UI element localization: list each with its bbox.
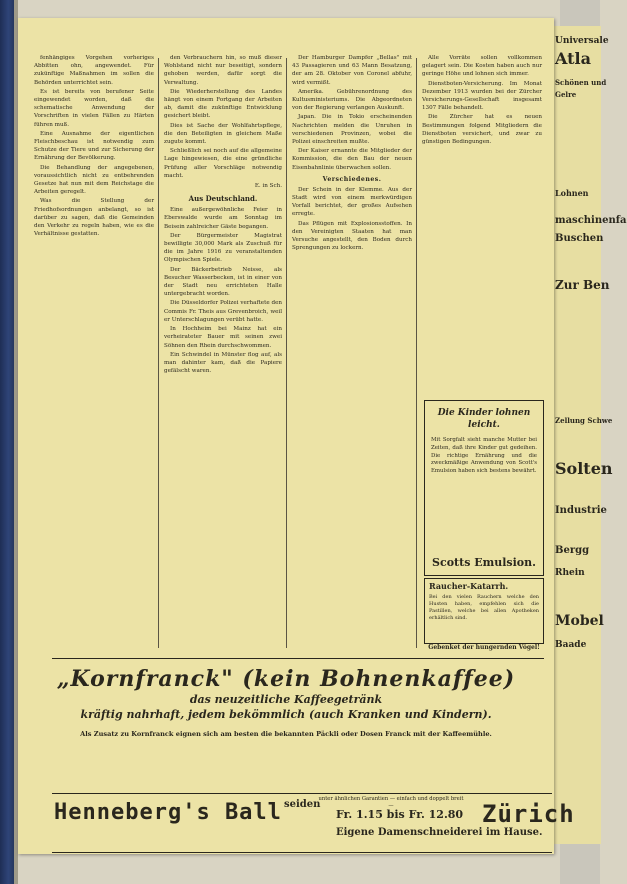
adjacent-fragment: Zellung Schwe <box>555 416 613 425</box>
ad-note: Als Zusatz zu Kornfranck eignen sich am besten die bekannten Päckli oder Dosen Franck mit der Kaffeemühle. <box>80 730 492 738</box>
adjacent-fragment: Atla <box>555 49 591 68</box>
section-heading: Aus Deutschland. <box>188 194 258 204</box>
paragraph: Es ist bereits von berufener Seite eingewendet worden, daß die schematische Anwendung der Vorschriften in vielen Fällen zu Härten führen muß. <box>34 88 154 128</box>
ad-brand: „Kornfranck" (kein Bohnenkaffee) <box>56 666 516 692</box>
column-1 <box>34 54 154 239</box>
adjacent-fragment: Universale <box>555 36 609 46</box>
paragraph: Der Bürgermeister Magistrat bewilligte 30,000 Mark als Zuschuß für die im Jahre 1916 zu veranstaltenden Olympischen Spiele. <box>164 232 282 264</box>
paragraph: Der Hamburger Dampfer „Bellas" mit 43 Passagieren und 63 Mann Besatzung, der am 28. Oktober von Coronel abfuhr, wird vermißt. <box>292 55 412 86</box>
adjacent-fragment: Solten <box>555 459 613 478</box>
column-4 <box>422 54 542 147</box>
ad-body: Bei den vielen Rauchern welche den Husten haben, empfehlen sich die Pastillen, welche bei allen Apotheken erhältlich sind. <box>429 594 539 621</box>
adjacent-fragment: Rhein <box>555 568 585 578</box>
adjacent-fragment: Bergg <box>555 545 590 556</box>
adjacent-fragment: Buschen <box>555 233 604 244</box>
ad-brand: Scotts Emulsion. <box>432 556 536 569</box>
paragraph: Was die Stellung der Friedhofsordnungen anbelangt, so ist darüber zu sagen, daß die Gemeinden den Verkehr zu regeln haben, wie es die Verhältnisse gestatten. <box>34 198 154 238</box>
paragraph: Schließlich sei noch auf die allgemeine Lage hingewiesen, die eine gründliche Prüfung aller Vorschläge notwendig macht. <box>164 148 282 179</box>
paragraph: Der Bäckerbetrieb Neisse, als Besucher Wasserbecken, ist in einer von der Stadt neu errichteten Halle untergebracht worden. <box>164 266 282 298</box>
scotts-emulsion-ad <box>424 400 544 576</box>
paragraph: Der Kaiser ernannte die Mitglieder der Kommission, die den Bau der neuen Eisenbahnlinie überwachen sollen. <box>292 148 412 171</box>
paragraph: In Hochheim bei Mainz hat ein verheirateter Bauer mit seinen zwei Söhnen den Rhein durchschwommen. <box>164 326 282 349</box>
kornfranck-ad <box>52 666 520 739</box>
adjacent-page <box>548 26 627 844</box>
paragraph: Japan. Die in Tokio erscheinenden Nachrichten melden die Unruhen in verschiedenen Provinzen, wobei die Polizei einschreiten mußte. <box>292 114 412 146</box>
ad-brand: Henneberg's Ball <box>54 800 282 825</box>
paragraph: Die Zürcher hat es neuen Bestimmungen folgend Mitgliedern die Dienstboten versichert, und zwar zu günstigen Bedingungen. <box>422 114 542 146</box>
paragraph: Alle Vorräte sollen vollkommen gelagert sein. Die Kosten haben auch nur geringe Höhe und lohnen sich immer. <box>422 55 542 78</box>
adjacent-fragment: Zur Ben <box>555 278 610 292</box>
adjacent-fragment: Gelre <box>555 90 577 99</box>
paragraph: Die Wiederherstellung des Landes hängt von einem Fortgang der Arbeiten ab, damit die zukünftige Entwicklung gesichert bleibt. <box>164 88 282 120</box>
adjacent-fragment: Baade <box>555 640 587 650</box>
signature: E. in Sch. <box>254 183 282 190</box>
book-spine <box>0 0 14 884</box>
section-rule <box>52 658 544 659</box>
adjacent-fragment: Mobel <box>555 613 604 629</box>
adjacent-fragment: Lohnen <box>555 188 589 198</box>
column-3 <box>292 54 412 253</box>
ad-title: Die Kinder lohnen leicht. <box>437 408 531 430</box>
paragraph: Eine Ausnahme der eigentlichen Fleischbeschau ist notwendig zum Schutze der Tiere und zur Sicherung der Ernährung der Bevölkerung. <box>34 130 154 162</box>
price-note: unter ähnlichen Garantien — einfach und doppelt breit — <box>318 796 464 809</box>
paragraph: Die Düsseldorfer Polizei verhaftete den Commis Fr. Theis aus Grevenbroich, weil er Unterschlagungen verübt hatte. <box>164 300 282 323</box>
column-rule <box>416 58 417 648</box>
slogan: Gebenket der hungernden Vögel! <box>428 644 540 651</box>
city-name: Zürich <box>482 800 575 828</box>
ad-tagline: kräftig nahrhaft, jedem bekömmlich (auch Kranken und Kindern). <box>80 708 492 721</box>
paragraph: Ein Schwindel in Münster flog auf, als man dahinter kam, daß die Papiere gefälscht waren. <box>164 351 282 375</box>
raucher-katarrh-ad <box>424 578 544 644</box>
paragraph: Dies ist Sache der Wohlfahrtspflege, die den Beteiligten in gleichem Maße zugute kommt. <box>164 122 282 146</box>
ad-word: seiden <box>284 799 321 810</box>
ad-body: Mit Sorgfalt sieht manche Mutter bei Zeiten, daß ihre Kinder gut gedeihen. Die richtige Ernährung und die zweckmäßige Anwendung von Scott's Emulsion haben sich bestens bewährt. <box>431 437 537 475</box>
paragraph: den Verbrauchern hin, so muß dieser Wohlstand nicht nur beseitigt, sondern gehoben werden, dafür sorgt die Verwaltung. <box>164 55 282 86</box>
paragraph: Amerika. Gebührenordnung des Kultusministeriums. Die Abgeordneten von der Regierung verlangen Auskunft. <box>292 88 412 112</box>
ad-title: Raucher-Katarrh. <box>429 581 509 591</box>
adjacent-fragment: Industrie <box>555 505 607 516</box>
paragraph: Das Pflügen mit Explosionsstoffen. In den Vereinigten Staaten hat man Versuche angestellt, den Boden durch Sprengungen zu lockern. <box>292 220 412 252</box>
paragraph: Eine außergewöhnliche Feier in Eberswalde wurde am Sonntag im Beisein zahlreicher Gäste begangen. <box>164 207 282 230</box>
section-heading: Verschiedenes. <box>322 175 382 183</box>
price-range: Fr. 1.15 bis Fr. 12.80 <box>336 808 464 821</box>
paragraph: fenhängiges Vorgehen vorheriges Abbitten ohn, angewendet. Für zukünftige Maßnahmen im sollen die Behörden unterrichtet sein. <box>34 55 154 86</box>
paragraph: Dienstboten-Versicherung. Im Monat Dezember 1913 wurden bei der Zürcher Versicherungs-Gesellschaft insgesamt 1307 Fälle behandelt. <box>422 80 542 112</box>
adjacent-fragment: maschinenfa <box>555 215 627 226</box>
ad-tagline: das neuzeitliche Kaffeegetränk <box>189 693 383 706</box>
ad-tagline: Eigene Damenschneiderei im Hause. <box>336 827 543 838</box>
adjacent-fragment: Schönen und <box>555 78 607 87</box>
column-rule <box>158 58 159 648</box>
paragraph: Die Behandlung der angegebenen, voraussichtlich nicht zu entbehrenden Gesetze hat nun mit dem Reichstage die Arbeiten geregelt. <box>34 164 154 196</box>
column-2 <box>164 54 282 376</box>
paragraph: Der Schein in der Klemme. Aus der Stadt wird von einem merkwürdigen Vorfall berichtet, der großes Aufsehen erregte. <box>292 186 412 218</box>
henneberg-ad <box>52 793 575 853</box>
column-rule <box>286 58 287 648</box>
